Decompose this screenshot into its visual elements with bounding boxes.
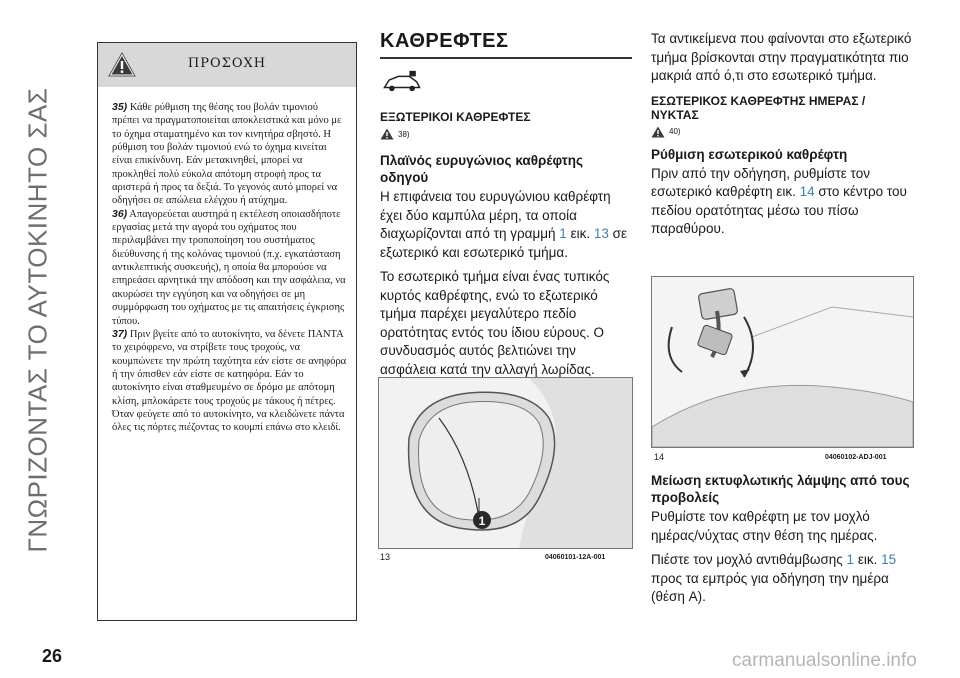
paragraph: Τα αντικείμενα που φαίνονται στο εξωτερικό τμήμα βρίσκονται στην πραγματικότητα πιο μακριά από ό,τι στο εσωτερικό τμήμα. (651, 31, 912, 83)
warning-text (112, 101, 348, 435)
wide-angle-mirror-heading: Πλαϊνός ευρυγώνιος καθρέφτης οδηγού (380, 153, 584, 185)
figure-callout: 1 (478, 514, 486, 528)
interior-mirror-heading: ΕΣΩΤΕΡΙΚΟΣ ΚΑΘΡΕΦΤΗΣ ΗΜΕΡΑΣ / ΝΥΚΤΑΣ (651, 93, 866, 122)
paragraph: Ρυθμίστε τον καθρέφτη με τον μοχλό ημέρας/νύχτας στην θέση της ημέρας. (651, 509, 878, 543)
watermark: carmanualsonline.info (732, 650, 917, 671)
warning-item: 35) Κάθε ρύθμιση της θέσης του βολάν τιμονιού πρέπει να πραγματοποιείται αποκλειστικά και μόνο με το όχημα σταματημένο και τον κινητήρα σβηστό. Η ρύθμιση του βολάν τιμονιού ενώ το όχημα κινείται είναι επικίνδυνη. Εάν μετακινηθεί, μπορεί να προκληθεί πολύ εύκολα απότομη στροφή προς τα αριστερά ή προς τα δεξιά. Το γεγονός αυτό μπορεί να οδηγήσει σε απώλεια ελέγχου ή ατύχημα. (112, 101, 342, 207)
interior-mirror-adjust-heading: Ρύθμιση εσωτερικού καθρέφτη (651, 146, 848, 162)
callout-reference: 1 (559, 226, 567, 241)
right-column-lower (651, 472, 913, 613)
warning-title: ΠΡΟΣΟΧΗ (187, 56, 267, 71)
glare-reduction-heading: Μείωση εκτυφλωτικής λάμψης από τους προβολείς (651, 473, 910, 505)
warning-small-icon (651, 126, 665, 138)
section-title: ΚΑΘΡΕΦΤΕΣ (380, 30, 509, 52)
side-mirror-illustration (379, 378, 632, 548)
right-column (651, 30, 913, 245)
note-ref-text: 40) (669, 127, 681, 136)
paragraph: Πιέστε τον μοχλό αντιθάμβωσης 1 εικ. 15 προς τα εμπρός για οδήγηση την ημέρα (θέση A). (651, 552, 897, 604)
section-rule (380, 57, 632, 59)
callout-reference: 1 (846, 552, 855, 567)
middle-column (380, 30, 632, 385)
figure-14 (651, 276, 914, 448)
warning-small-icon (380, 128, 394, 140)
chapter-side-title (8, 20, 68, 620)
exterior-mirrors-heading: ΕΞΩΤΕΡΙΚΟΙ ΚΑΘΡΕΦΤΕΣ (380, 110, 531, 124)
figure-14-code: 04060102-ADJ-001 (825, 454, 887, 461)
paragraph: Πριν από την οδήγηση, ρυθμίστε τον εσωτερικό καθρέφτη εικ. 14 στο κέντρο του πεδίου ορατότητας μέσω του πίσω παραθύρου. (651, 165, 907, 236)
note-reference (380, 128, 632, 140)
paragraph: Η επιφάνεια του ευρυγώνιου καθρέφτη έχει δύο καμπύλα μέρη, τα οποία διαχωρίζονται από τη γραμμή 1 εικ. 13 σε εξωτερικό και εσωτερικό τμήμα. (380, 189, 627, 260)
figure-13-number: 13 (380, 552, 391, 562)
warning-item: 36) Απαγορεύεται αυστηρά η εκτέλεση οποιασδήποτε εργασίας μετά την αγορά του οχήματος που περιλαμβάνει την τροποποίηση του συστήματος διεύθυνσης ή της κολόνας τιμονιού (π.χ. εγκατάσταση αντικλεπτικής συσκευής), η οποία θα μπορούσε να επηρεάσει αρνητικά την απόδοση και την ασφάλεια, να ακυρώσει την εγγύηση και να οδηγήσει σε μη συμμόρφωση του οχήματος με τις απαιτήσεις έγκρισης τύπου. (112, 207, 346, 327)
paragraph: Το εσωτερικό τμήμα είναι ένας τυπικός κυρτός καθρέφτης, ενώ το εξωτερικό τμήμα παρέχει μεγαλύτερο πεδίο ορατότητας εντός του ίδιου εύρους. Ο συνδυασμός αυτός βελτιώνει την ασφάλεια κατά την αλλαγή λωρίδας. (380, 269, 610, 377)
figure-13-code: 04060101-12A-001 (545, 554, 606, 561)
warning-header (98, 43, 356, 87)
figure-reference[interactable]: 14 (799, 184, 815, 199)
note-reference (651, 126, 913, 138)
warning-item: 37) Πριν βγείτε από το αυτοκίνητο, να δένετε ΠΑΝΤΑ το χειρόφρενο, να στρίβετε τους τροχούς, να κουμπώνετε την πρώτη ταχύτητα εάν είστε σε ανηφόρα ή την όπισθεν εάν είστε σε κατηφόρα. Εάν το αυτοκίνητο είναι σταθμευμένο σε δρόμο με απότομη κλίση, μπλοκάρετε τους τροχούς με τάκους ή πέτρες. Όταν φεύγετε από το αυτοκίνητο, να κλειδώνετε πάντα όλες τις πόρτες πιέζοντας το κουμπί επάνω στο κλειδί. (112, 327, 347, 434)
figure-13 (378, 377, 633, 549)
warning-box (97, 42, 357, 621)
car-mirror-icon (380, 69, 424, 93)
note-ref-text: 38) (398, 129, 410, 139)
interior-mirror-illustration (652, 277, 913, 447)
figure-reference[interactable]: 15 (881, 552, 897, 567)
figure-14-number: 14 (654, 452, 665, 462)
figure-reference[interactable]: 13 (593, 226, 609, 241)
page-number: 26 (42, 646, 63, 666)
chapter-title-text: ΓΝΩΡΙΖΟΝΤΑΣ ΤΟ ΑΥΤΟΚΙΝΗΤΟ ΣΑΣ (22, 87, 53, 553)
